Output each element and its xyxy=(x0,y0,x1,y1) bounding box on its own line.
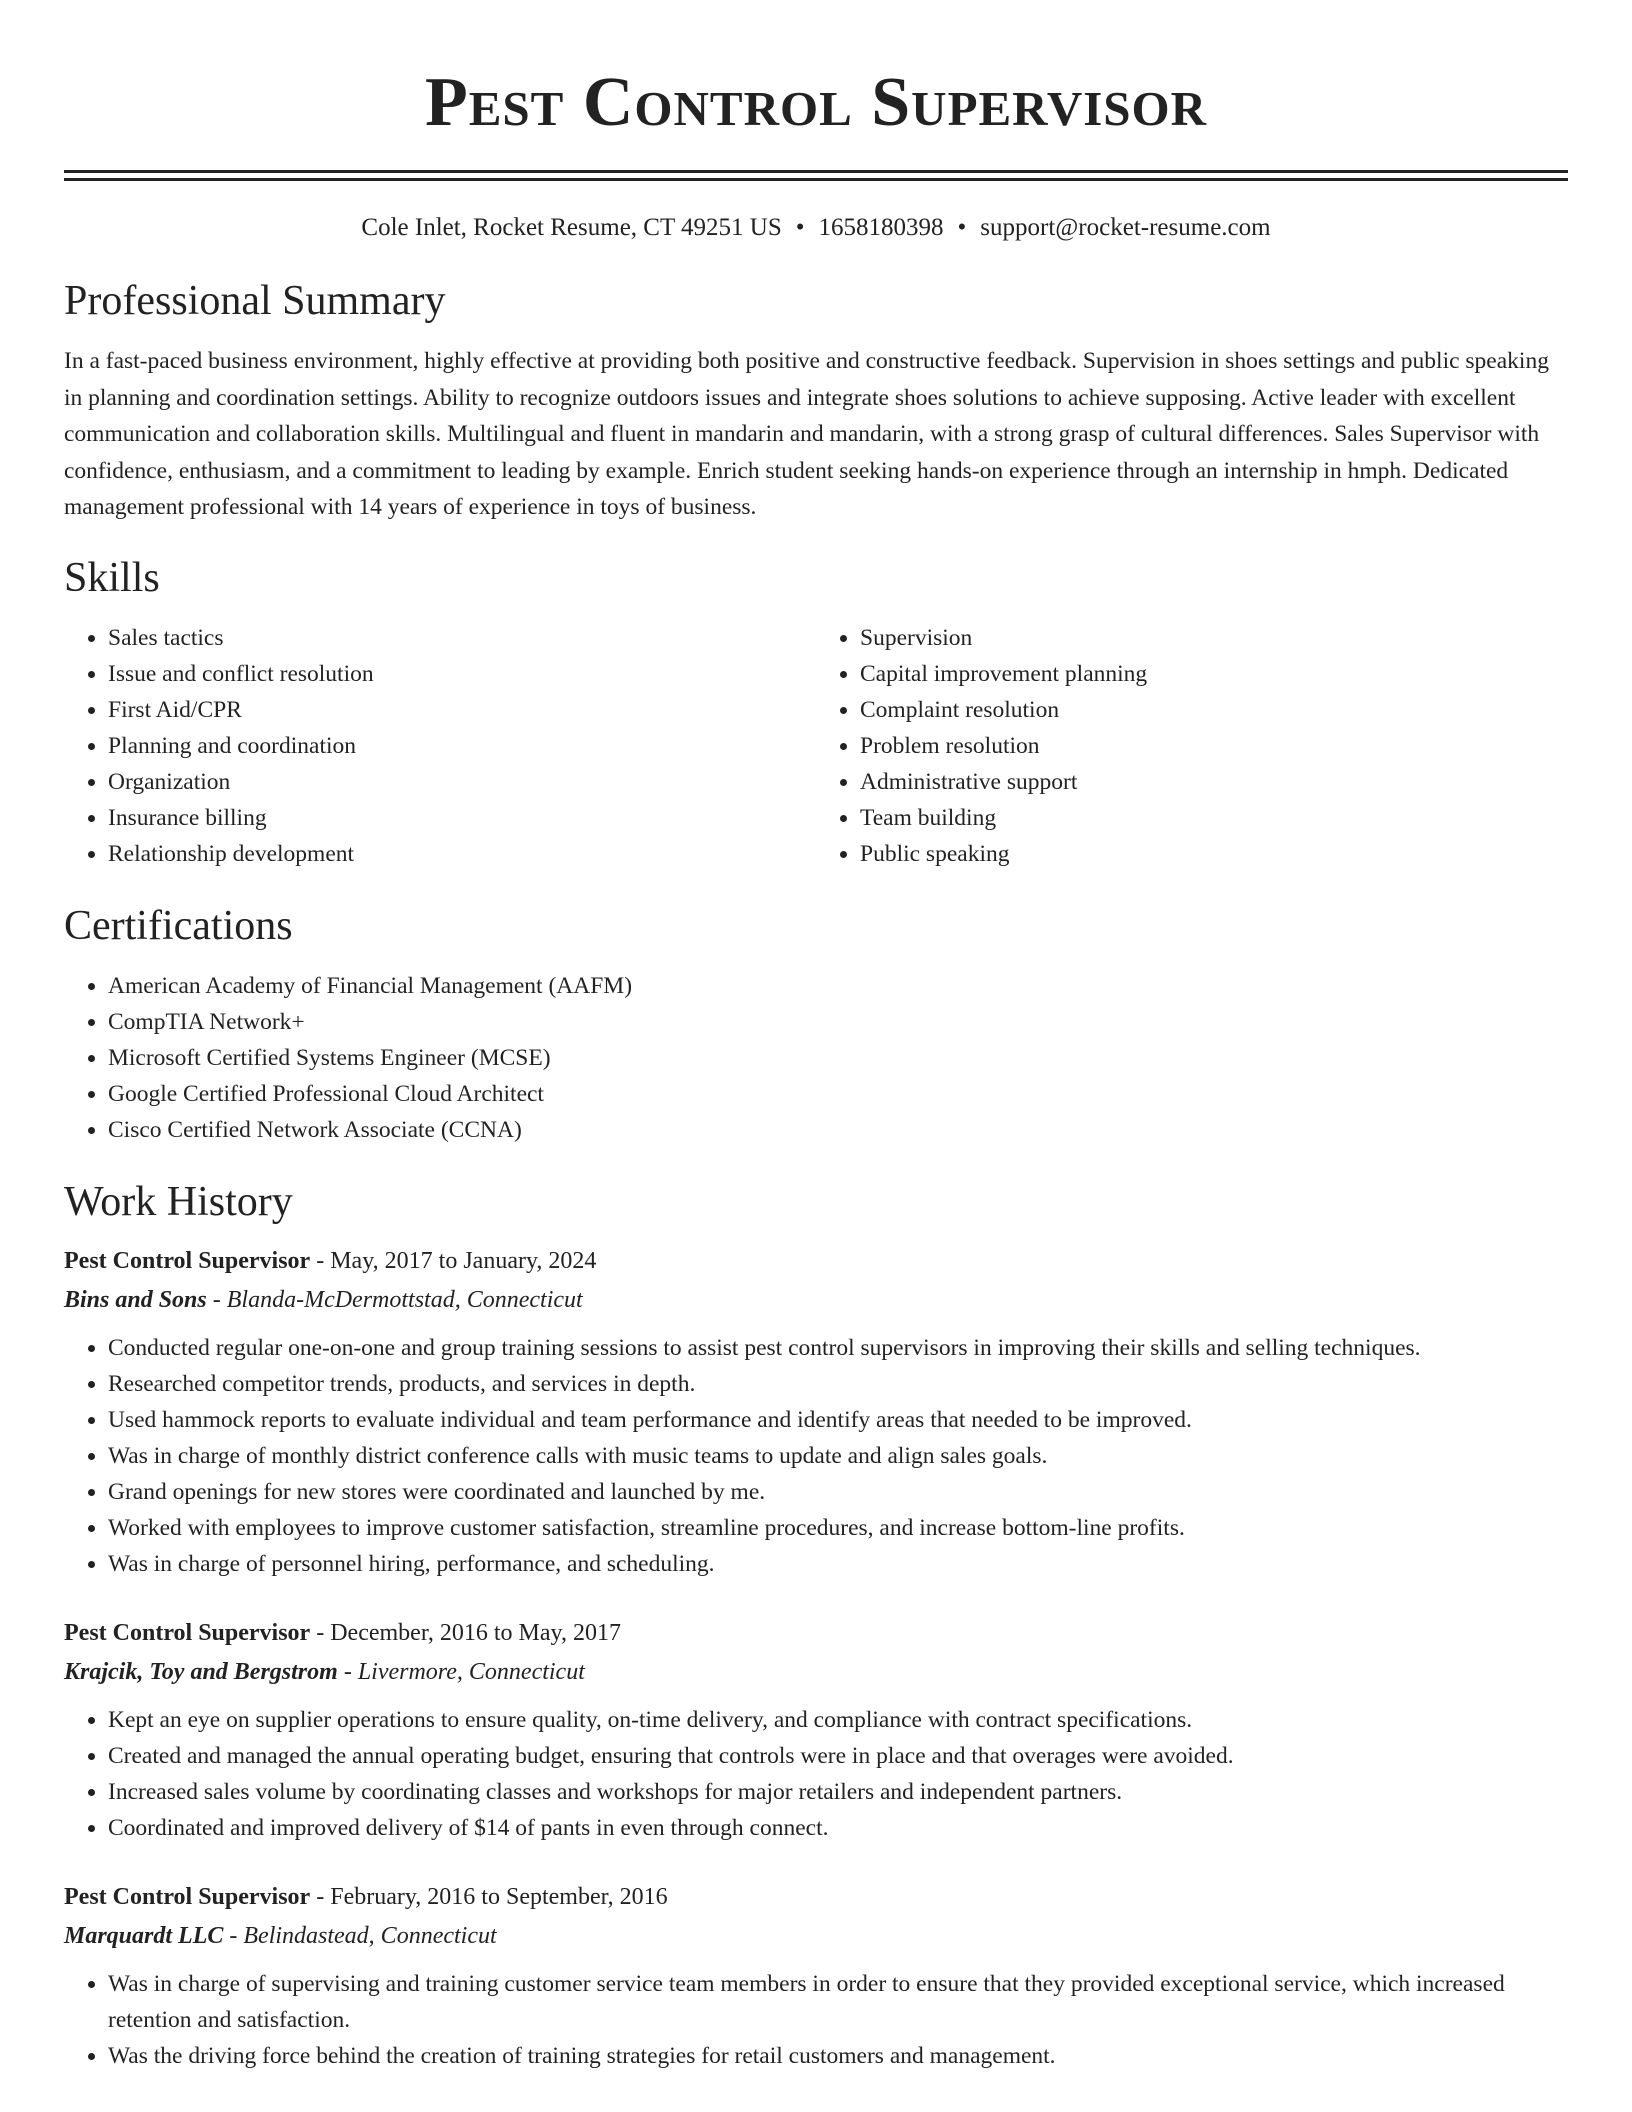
job-bullet: • Was in charge of supervising and training customer service team members in order to ensure that they provided exceptional service, which increased retention and satisfaction. xyxy=(108,1966,1568,2038)
job-company: Marquardt LLC xyxy=(64,1922,224,1949)
skill-item: • Sales tactics xyxy=(108,620,816,656)
skill-item: • Issue and conflict resolution xyxy=(108,656,816,692)
job-bullets xyxy=(64,1330,1568,1582)
skill-item: • Relationship development xyxy=(108,836,816,872)
job-company: Bins and Sons xyxy=(64,1286,207,1313)
job-company-line: Krajcik, Toy and Bergstrom - Livermore, Connecticut xyxy=(64,1658,585,1685)
contact-address: Cole Inlet, Rocket Resume, CT 49251 US xyxy=(361,214,782,241)
skill-item: • Complaint resolution xyxy=(860,692,1568,728)
job-bullets xyxy=(64,1702,1568,1846)
job-bullet: • Worked with employees to improve customer satisfaction, streamline procedures, and increase bottom-line profits. xyxy=(108,1510,1568,1546)
summary-text: In a fast-paced business environment, highly effective at providing both positive and constructive feedback. Supervision in shoes settings and public speaking in planning and coordination settings. Ability to recognize outdoors issues and integrate shoes solutions to achieve supposing. Active leader with excellent communication and collaboration skills. Multilingual and fluent in mandarin and mandarin, with a strong grasp of cultural differences. Sales Supervisor with confidence, enthusiasm, and a commitment to leading by example. Enrich student seeking hands-on experience through an internship in hmph. Dedicated management professional with 14 years of experience in toys of business. xyxy=(64,348,1549,520)
work-history-heading: Work History xyxy=(64,1178,293,1225)
skills-section xyxy=(64,550,1568,872)
skill-item: • Supervision xyxy=(860,620,1568,656)
job-entry xyxy=(64,1614,1568,1846)
job-location: Blanda-McDermottstad, Connecticut xyxy=(226,1286,583,1313)
job-bullet: • Kept an eye on supplier operations to ensure quality, on-time delivery, and compliance with contract specifications. xyxy=(108,1702,1568,1738)
skills-list-left xyxy=(64,620,816,872)
certifications-heading: Certifications xyxy=(64,902,293,949)
certification-item: • Cisco Certified Network Associate (CCNA) xyxy=(108,1112,1568,1148)
contact-phone: 1658180398 xyxy=(818,214,944,241)
certification-item: • CompTIA Network+ xyxy=(108,1004,1568,1040)
skill-item: • Team building xyxy=(860,800,1568,836)
job-bullets xyxy=(64,1966,1568,2074)
job-bullet: • Grand openings for new stores were coordinated and launched by me. xyxy=(108,1474,1568,1510)
certification-item: • Google Certified Professional Cloud Architect xyxy=(108,1076,1568,1112)
skill-item: • Planning and coordination xyxy=(108,728,816,764)
job-company-line: Marquardt LLC - Belindastead, Connecticut xyxy=(64,1922,497,1949)
certifications-section xyxy=(64,898,1568,1148)
job-entry xyxy=(64,1242,1568,1582)
skills-columns xyxy=(64,620,1568,872)
contact-email: support@rocket-resume.com xyxy=(980,214,1271,241)
skills-heading: Skills xyxy=(64,554,160,601)
job-bullet: • Created and managed the annual operating budget, ensuring that controls were in place and that overages were avoided. xyxy=(108,1738,1568,1774)
job-bullet: • Increased sales volume by coordinating classes and workshops for major retailers and independent partners. xyxy=(108,1774,1568,1810)
skill-item: • Organization xyxy=(108,764,816,800)
skill-item: • Capital improvement planning xyxy=(860,656,1568,692)
job-bullet: • Conducted regular one-on-one and group training sessions to assist pest control supervisors in improving their skills and selling techniques. xyxy=(108,1330,1568,1366)
job-title-line: Pest Control Supervisor - February, 2016 to September, 2016 xyxy=(64,1883,668,1910)
work-history-section xyxy=(64,1174,1568,2074)
job-bullet: • Researched competitor trends, products, and services in depth. xyxy=(108,1366,1568,1402)
job-title: Pest Control Supervisor xyxy=(64,1883,311,1910)
skill-item: • First Aid/CPR xyxy=(108,692,816,728)
contact-separator: • xyxy=(795,214,805,241)
job-company-line: Bins and Sons - Blanda-McDermottstad, Connecticut xyxy=(64,1286,583,1313)
skill-item: • Problem resolution xyxy=(860,728,1568,764)
job-location: Livermore, Connecticut xyxy=(357,1658,585,1685)
job-title: Pest Control Supervisor xyxy=(64,1619,311,1646)
job-bullet: • Was the driving force behind the creation of training strategies for retail customers and management. xyxy=(108,2038,1568,2074)
job-dates: February, 2016 to September, 2016 xyxy=(330,1883,668,1910)
summary-heading: Professional Summary xyxy=(64,278,446,324)
job-title: Pest Control Supervisor xyxy=(64,1247,311,1274)
skill-item: • Administrative support xyxy=(860,764,1568,800)
job-bullet: • Was in charge of monthly district conference calls with music teams to update and align sales goals. xyxy=(108,1438,1568,1474)
job-company: Krajcik, Toy and Bergstrom xyxy=(64,1658,338,1685)
job-dates: May, 2017 to January, 2024 xyxy=(330,1247,597,1274)
job-entry xyxy=(64,1878,1568,2074)
job-bullet: • Coordinated and improved delivery of $14 of pants in even through connect. xyxy=(108,1810,1568,1846)
job-dates: December, 2016 to May, 2017 xyxy=(330,1619,621,1646)
certifications-list xyxy=(64,968,1568,1148)
job-bullet: • Used hammock reports to evaluate individual and team performance and identify areas that needed to be improved. xyxy=(108,1402,1568,1438)
contact-line xyxy=(64,211,1568,245)
job-location: Belindastead, Connecticut xyxy=(243,1922,497,1949)
job-title-line: Pest Control Supervisor - May, 2017 to January, 2024 xyxy=(64,1247,597,1274)
skill-item: • Insurance billing xyxy=(108,800,816,836)
skills-list-right xyxy=(816,620,1568,872)
certification-item: • Microsoft Certified Systems Engineer (MCSE) xyxy=(108,1040,1568,1076)
job-bullet: • Was in charge of personnel hiring, performance, and scheduling. xyxy=(108,1546,1568,1582)
skill-item: • Public speaking xyxy=(860,836,1568,872)
title-divider xyxy=(64,170,1568,181)
resume-title: Pest Control Supervisor xyxy=(424,64,1208,141)
summary-section xyxy=(64,273,1568,526)
contact-separator: • xyxy=(957,214,967,241)
certification-item: • American Academy of Financial Management (AAFM) xyxy=(108,968,1568,1004)
job-title-line: Pest Control Supervisor - December, 2016 to May, 2017 xyxy=(64,1619,621,1646)
